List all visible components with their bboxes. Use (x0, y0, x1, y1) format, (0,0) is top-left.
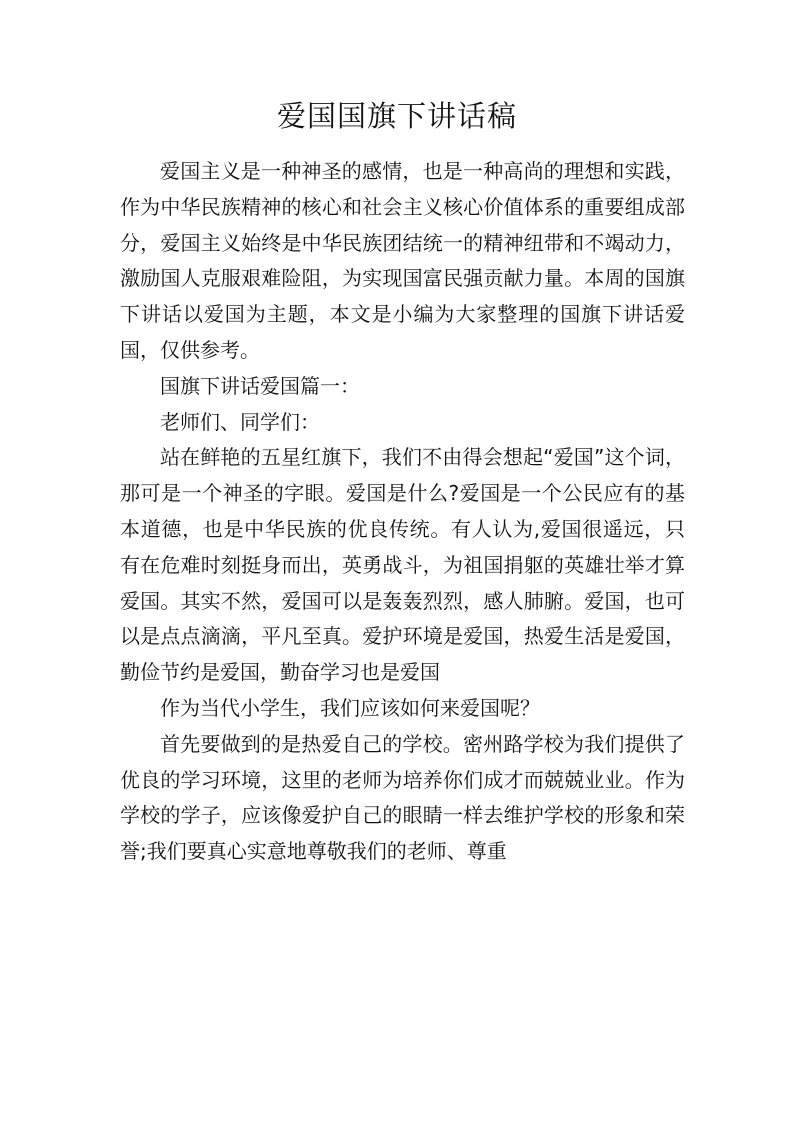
paragraph-intro: 爱国主义是一种神圣的感情，也是一种高尚的理想和实践，作为中华民族精神的核心和社会主义核心价值体系的重要组成部分，爱国主义始终是中华民族团结统一的精神纽带和不竭动力，激励国人克服艰难险阻，为实现国富民强贡献力量。本周的国旗下讲话以爱国为主题，本文是小编为大家整理的国旗下讲话爱国，仅供参考。 (120, 159, 685, 362)
paragraph-section-heading: 国旗下讲话爱国篇一： (160, 373, 360, 398)
paragraph-patriotism: 站在鲜艳的五星红旗下，我们不由得会想起“爱国”这个词，那可是一个神圣的字眼。爱国是什么?爱国是一个公民应有的基本道德，也是中华民族的优良传统。有人认为,爱国很遥远，只有在危难时刻挺身而出，英勇战斗，为祖国捐躯的英雄壮举才算爱国。其实不然，爱国可以是轰轰烈烈，感人肺腑。爱国，也可以是点点滴滴，平凡至真。爱护环境是爱国，热爱生活是爱国，勤俭节约是爱国，勤奋学习也是爱国 (120, 445, 685, 685)
paragraph-question: 作为当代小学生，我们应该如何来爱国呢？ (160, 695, 540, 720)
paragraph-school: 首先要做到的是热爱自己的学校。密州路学校为我们提供了优良的学习环境，这里的老师为培养你们成才而兢兢业业。作为学校的学子，应该像爱护自己的眼睛一样去维护学校的形象和荣誉;我们要真心实意地尊敬我们的老师、尊重 (120, 731, 685, 864)
document-body (120, 154, 685, 870)
paragraph-salutation: 老师们、同学们： (160, 409, 320, 434)
document-title: 爱国国旗下讲话稿 (276, 99, 517, 133)
